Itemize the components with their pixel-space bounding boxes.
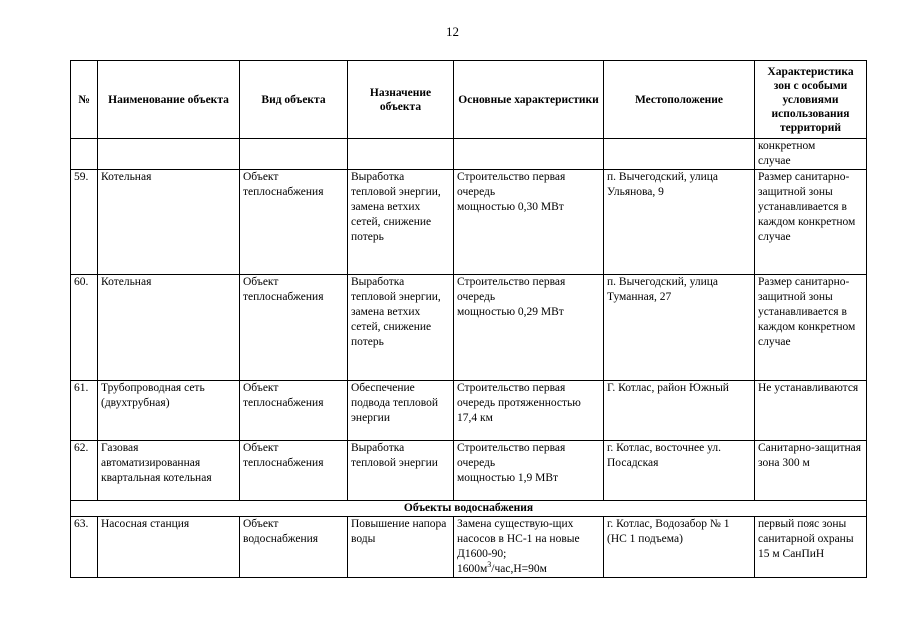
row-number: 61.: [71, 381, 98, 441]
section-title: Объекты водоснабжения: [71, 501, 867, 517]
table-row: [71, 517, 867, 578]
object-characteristics: Строительство первая очередь мощностью 0,30 МВт: [454, 170, 604, 275]
header-row: [71, 61, 867, 139]
section-row: [71, 501, 867, 517]
header-characteristics: Основные характеристики: [454, 61, 604, 139]
object-type: Объект теплоснабжения: [240, 170, 348, 275]
object-name: Котельная: [98, 170, 240, 275]
header-location: Местоположение: [604, 61, 755, 139]
object-location: г. Котлас, Водозабор № 1 (НС 1 подъема): [604, 517, 755, 578]
object-type: Объект теплоснабжения: [240, 275, 348, 381]
header-type: Вид объекта: [240, 61, 348, 139]
object-zone: первый пояс зоны санитарной охраны 15 м СанПиН: [755, 517, 867, 578]
object-purpose: Повышение напора воды: [348, 517, 454, 578]
object-location: п. Вычегодский, улица Ульянова, 9: [604, 170, 755, 275]
object-purpose: Выработка тепловой энергии, замена ветхих сетей, снижение потерь: [348, 170, 454, 275]
header-name: Наименование объекта: [98, 61, 240, 139]
row-number: 59.: [71, 170, 98, 275]
row-number: 60.: [71, 275, 98, 381]
object-type: Объект теплоснабжения: [240, 441, 348, 501]
object-name: Насосная станция: [98, 517, 240, 578]
object-name: Трубопроводная сеть (двухтрубная): [98, 381, 240, 441]
object-purpose: Выработка тепловой энергии: [348, 441, 454, 501]
object-zone: Санитарно-защитная зона 300 м: [755, 441, 867, 501]
object-type: Объект водоснабжения: [240, 517, 348, 578]
header-purpose: Назначение объекта: [348, 61, 454, 139]
row-number: 63.: [71, 517, 98, 578]
object-characteristics: Строительство первая очередь мощностью 1,9 МВт: [454, 441, 604, 501]
table-row: [71, 275, 867, 381]
header-num: №: [71, 61, 98, 139]
object-characteristics: Строительство первая очередь мощностью 0,29 МВт: [454, 275, 604, 381]
table-row: [71, 441, 867, 501]
table-row: [71, 381, 867, 441]
table-row: [71, 170, 867, 275]
continuation-row: [71, 139, 867, 170]
header-zone: Характеристика зон с особыми условиями использования территорий: [755, 61, 867, 139]
object-zone: Не устанавливаются: [755, 381, 867, 441]
object-characteristics: Замена существую-щих насосов в НС-1 на новые Д1600-90; $1600м^3/час,H=90м$: [454, 517, 604, 578]
object-zone: Размер санитарно-защитной зоны устанавливается в каждом конкретном случае: [755, 275, 867, 381]
object-location: г. Котлас, восточнее ул. Посадская: [604, 441, 755, 501]
object-location: Г. Котлас, район Южный: [604, 381, 755, 441]
object-characteristics: Строительство первая очередь протяженностью 17,4 км: [454, 381, 604, 441]
objects-table: [70, 60, 867, 578]
page-number: 12: [446, 24, 459, 39]
object-type: Объект теплоснабжения: [240, 381, 348, 441]
object-zone: Размер санитарно-защитной зоны устанавливается в каждом конкретном случае: [755, 170, 867, 275]
object-name: Котельная: [98, 275, 240, 381]
object-name: Газовая автоматизированная квартальная котельная: [98, 441, 240, 501]
object-purpose: Выработка тепловой энергии, замена ветхих сетей, снижение потерь: [348, 275, 454, 381]
continuation-zone: конкретном случае: [755, 139, 867, 170]
row-number: 62.: [71, 441, 98, 501]
object-purpose: Обеспечение подвода тепловой энергии: [348, 381, 454, 441]
object-location: п. Вычегодский, улица Туманная, 27: [604, 275, 755, 381]
